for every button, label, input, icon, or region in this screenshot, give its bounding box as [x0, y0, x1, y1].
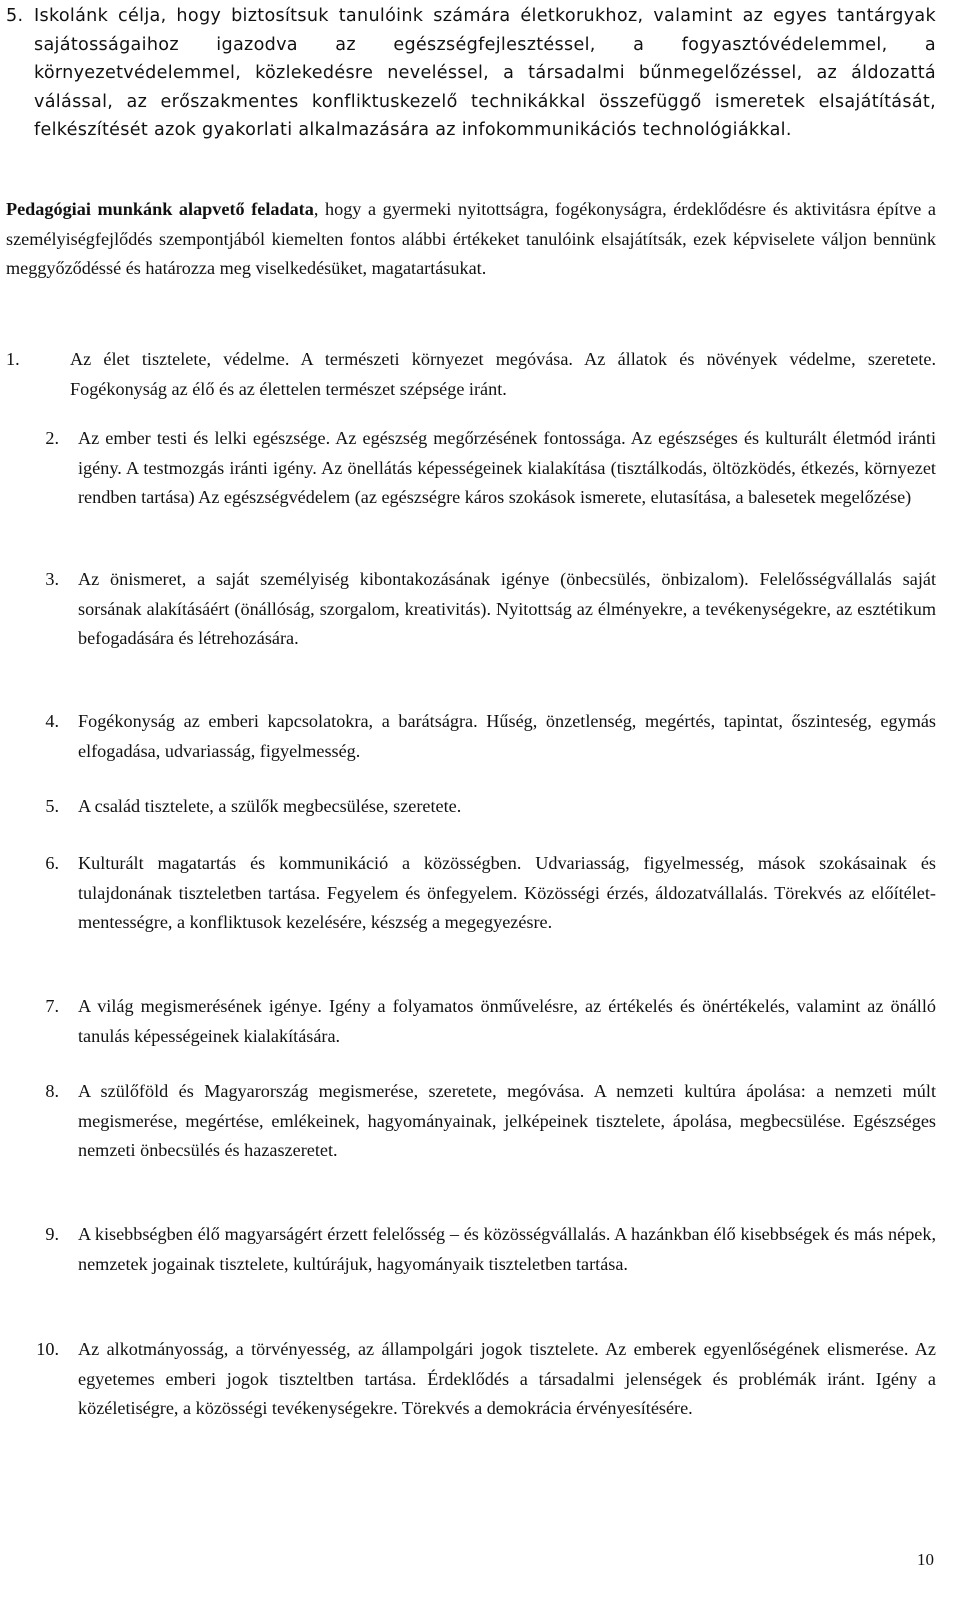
- list-item-number: 7.: [45, 996, 59, 1016]
- list-item: [6, 849, 936, 938]
- list-item-number: 9.: [45, 1224, 59, 1244]
- list-item-number: 6.: [45, 853, 59, 873]
- lead-text: , hogy a gyermeki nyitottságra, fogékonyságra, érdeklődésre és aktivitásra építve a személyiségfejlődés szempontjából kiemelten fontos alábbi értékeket tanulóink elsajátítsák, ezek képviselete váljon bennünk meggyőződéssé és határozza meg viselkedésüket, magatartásukat.: [6, 199, 936, 279]
- list-item-number: 2.: [45, 428, 59, 448]
- intro-paragraph: [6, 2, 936, 145]
- list-item: [6, 1077, 936, 1166]
- lead-bold-text: Pedagógiai munkánk alapvető feladata: [6, 199, 314, 219]
- intro-text: Iskolánk célja, hogy biztosítsuk tanulóink számára életkorukhoz, valamint az egyes tantárgyak sajátosságaihoz igazodva az egészségfejlesztéssel, a fogyasztóvédelemmel, a környezetvédelemmel, közlekedésre neveléssel, a társadalmi bűnmegelőzéssel, az áldozattá válással, az erőszakmentes konfliktuskezelő technikákkal összefüggő ismeretek elsajátítását, felkészítését azok gyakorlati alkalmazására az infokommunikációs technológiákkal.: [34, 6, 936, 140]
- list-item-text: A világ megismerésének igénye. Igény a folyamatos önművelésre, az értékelés és önértékelés, valamint az önálló tanulás képességeinek kialakítására.: [78, 996, 936, 1046]
- page-number: 10: [917, 1550, 934, 1569]
- list-item-number: 5.: [45, 796, 59, 816]
- list-item-text: Kulturált magatartás és kommunikáció a közösségben. Udvariasság, figyelmesség, mások szokásainak és tulajdonának tiszteletben tartása. Fegyelem és önfegyelem. Közösségi érzés, áldozatvállalás. Törekvés az előítélet-mentességre, a konfliktusok kezelésére, készség a megegyezésre.: [78, 853, 936, 933]
- list-item-text: A szülőföld és Magyarország megismerése, szeretete, megóvása. A nemzeti kultúra ápolása: a nemzeti múlt megismerése, megértése, emlékeinek, hagyományainak, jelképeinek tisztelete, ápolása, megbecsülése. Egészséges nemzeti önbecsülés és hazaszeretet.: [78, 1081, 936, 1161]
- list-item: [6, 992, 936, 1051]
- list-item-text: A kisebbségben élő magyarságért érzett felelősség – és közösségvállalás. A hazánkban élő kisebbségek és más népek, nemzetek jogainak tisztelete, kultúrájuk, hagyományaik tiszteletben tartása.: [78, 1224, 936, 1274]
- lead-paragraph: [6, 195, 936, 284]
- list-item: [6, 707, 936, 766]
- list-item: [6, 1335, 936, 1424]
- list-item-number: 8.: [45, 1081, 59, 1101]
- list-item: [6, 345, 936, 404]
- list-item-number: 1.: [6, 349, 20, 369]
- list-item-text: Fogékonyság az emberi kapcsolatokra, a barátságra. Hűség, önzetlenség, megértés, tapintat, őszinteség, egymás elfogadása, udvariasság, figyelmesség.: [78, 711, 936, 761]
- list-item-number: 3.: [45, 569, 59, 589]
- list-item-text: A család tisztelete, a szülők megbecsülése, szeretete.: [78, 796, 462, 816]
- list-item-text: Az ember testi és lelki egészsége. Az egészség megőrzésének fontossága. Az egészséges és kulturált életmód iránti igény. A testmozgás iránti igény. Az önellátás képességeinek kialakítása (tisztálkodás, öltözködés, étkezés, környezet rendben tartása) Az egészségvédelem (az egészségre káros szokások ismerete, elutasítása, a balesetek megelőzése): [78, 428, 936, 508]
- intro-number: 5.: [6, 6, 24, 26]
- list-item-text: Az élet tisztelete, védelme. A természeti környezet megóvása. Az állatok és növények védelme, szeretete. Fogékonyság az élő és az élettelen természet szépsége iránt.: [70, 349, 936, 399]
- list-item-number: 4.: [45, 711, 59, 731]
- list-item-text: Az önismeret, a saját személyiség kibontakozásának igénye (önbecsülés, önbizalom). Felelősségvállalás saját sorsának alakításáért (önállóság, szorgalom, kreativitás). Nyitottság az élményekre, a tevékenységekre, az esztétikum befogadására és létrehozására.: [78, 569, 936, 649]
- list-item: [6, 424, 936, 513]
- list-item: [6, 565, 936, 654]
- list-item-text: Az alkotmányosság, a törvényesség, az állampolgári jogok tisztelete. Az emberek egyenlőségének elismerése. Az egyetemes emberi jogok tiszteltben tartása. Érdeklődés a társadalmi jelenségek és problémák iránt. Igény a közéletiségre, a közösségi tevékenységekre. Törekvés a demokrácia érvényesítésére.: [78, 1339, 936, 1419]
- list-item: [6, 1220, 936, 1279]
- list-item: [6, 792, 936, 822]
- list-item-number: 10.: [36, 1339, 59, 1359]
